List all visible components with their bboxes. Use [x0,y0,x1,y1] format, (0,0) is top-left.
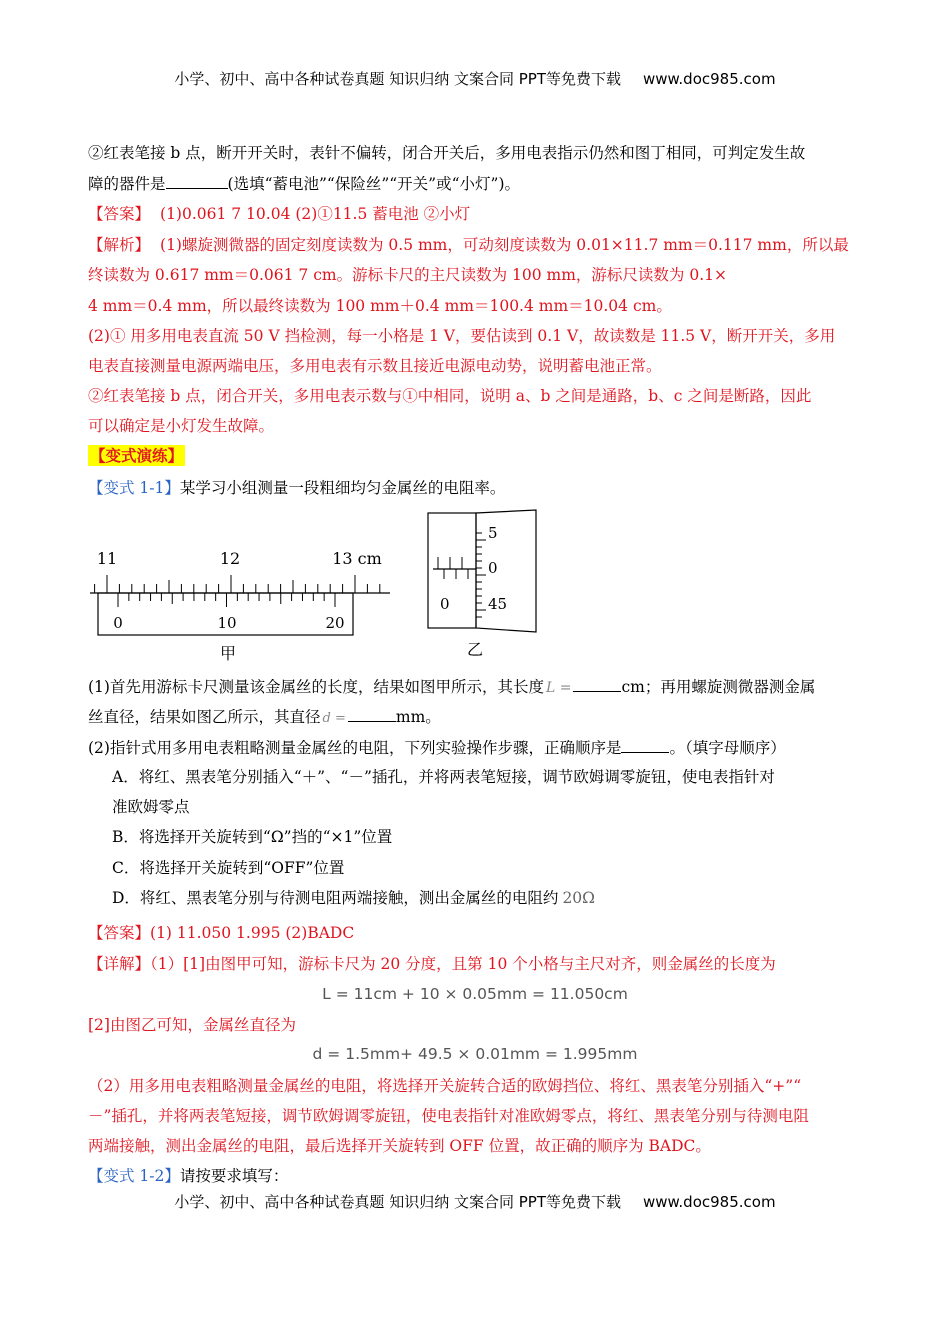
detail-line2: [2]由图乙可知，金属丝直径为 [88,1016,296,1034]
sleeve-label-0: 0 [440,595,450,613]
answer-2: 【答案】(1) 11.050 1.995 (2)BADC [88,924,355,942]
formula-1: L = 11cm + 10 × 0.05mm = 11.050cm [322,985,628,1003]
blank-order [621,736,669,753]
micrometer-figure [418,505,558,660]
q2-line2: 障的器件是 (选填“蓄电池”“保险丝”“开关”或“小灯”)。 [88,172,868,195]
vernier-caliper-figure [80,540,400,665]
option-c: C．将选择开关旋转到“OFF”位置 [112,859,345,877]
analysis-line6: ②红表笔接 b 点，闭合开关，多用电表示数与①中相同，说明 a、b 之间是通路，b、c 之间是断路，因此 [88,387,812,405]
variant1-label: 【变式 1-1】 [88,479,180,497]
page-footer [0,1191,950,1212]
q1-line1: (1)首先用游标卡尺测量该金属丝的长度，结果如图甲所示，其长度 L = cm；再用螺旋测微器测金属 [88,675,868,699]
answer2-label: 【答案】 [88,924,151,942]
option-b: B．将选择开关旋转到“Ω”挡的“×1”位置 [112,828,393,846]
thimble-label-5: 5 [488,524,498,542]
micrometer-frame [428,513,476,628]
detail-line4: －”插孔，并将两表笔短接，调节欧姆调零旋钮，使电表指针对准欧姆零点，将红、黑表笔分别与待测电阻 [88,1107,809,1125]
sleeve-ticks [438,557,468,579]
analysis-line1: 【解析】 (1)螺旋测微器的固定刻度读数为 0.5 mm，可动刻度读数为 0.01×11.7 mm＝0.117 mm，所以最 [88,236,849,254]
q2-line: (2)指针式用多用电表粗略测量金属丝的电阻，下列实验操作步骤，正确顺序是 。（填字母顺序） [88,736,868,759]
answer-label: 【答案】 [88,205,151,223]
detail-line1: 【详解】（1）[1]由图甲可知，游标卡尺为 20 分度，且第 10 个小格与主尺对齐，则金属丝的长度为 [88,955,776,973]
analysis-line2: 终读数为 0.617 mm＝0.061 7 cm。游标卡尺的主尺读数为 100 mm，游标尺读数为 0.1× [88,266,727,284]
main-tick-label-12: 12 [219,549,241,568]
analysis-line7: 可以确定是小灯发生故障。 [88,417,275,435]
answer-blank [166,172,228,189]
main-scale-ticks [95,575,380,593]
option-a-line2: 准欧姆零点 [112,798,190,816]
vernier-label-0: 0 [113,614,123,632]
variant2-label: 【变式 1-2】 [88,1167,180,1185]
q1-line2: 丝直径，结果如图乙所示，其直径 d = mm。 [88,705,868,730]
blank-d [348,705,396,722]
blank-L [573,675,621,692]
analysis-line5: 电表直接测量电源两端电压，多用电表有示数且接近电源电动势，说明蓄电池正常。 [88,357,662,375]
variant1-stem: 【变式 1-1】某学习小组测量一段粗细均匀金属丝的电阻率。 [88,479,506,497]
detail-line5: 两端接触，测出金属丝的电阻，最后选择开关旋转到 OFF 位置，故正确的顺序为 BADC。 [88,1137,711,1155]
thimble-ticks [476,533,486,617]
figure-caption-jia: 甲 [219,644,237,663]
section-title: 【变式演练】 [90,446,184,465]
variant2-stem: 【变式 1-2】请按要求填写： [88,1167,289,1185]
main-tick-label-11: 11 [96,549,118,568]
detail-line3: （2）用多用电表粗略测量金属丝的电阻，将选择开关旋转合适的欧姆挡位、将红、黑表笔分别插入“+”“ [88,1077,802,1095]
vernier-scale-ticks [118,593,335,607]
analysis-label: 【解析】 [88,236,151,254]
footer-site[interactable]: www.doc985.com [642,1193,776,1211]
option-d-value: 20Ω [562,889,596,907]
symbol-L: L = [545,680,572,696]
header-text: 小学、初中、高中各种试卷真题 知识归纳 文案合同 PPT等免费下载 [174,70,621,88]
header-site[interactable]: www.doc985.com [642,70,776,88]
symbol-d: d = [322,711,346,726]
answer-1: 【答案】 (1)0.061 7 10.04 (2)①11.5 蓄电池 ②小灯 [88,205,471,223]
micrometer-thimble [476,510,536,632]
vernier-label-20: 20 [325,614,345,632]
analysis-line3: 4 mm＝0.4 mm，所以最终读数为 100 mm＋0.4 mm＝100.4 mm＝10.04 cm。 [88,297,672,315]
option-a-line1: A．将红、黑表笔分别插入“＋”、“－”插孔，并将两表笔短接，调节欧姆调零旋钮，使电表指针对 [112,768,775,786]
option-d: D．将红、黑表笔分别与待测电阻两端接触，测出金属丝的电阻约 20Ω [112,889,596,907]
figure-caption-yi: 乙 [466,640,484,659]
thimble-label-0: 0 [488,559,498,577]
q2-line1: ②红表笔接 b 点，断开开关时，表针不偏转，闭合开关后，多用电表指示仍然和图丁相同，可判定发生故 [88,144,806,162]
formula-2: d = 1.5mm+ 49.5 × 0.01mm = 1.995mm [312,1045,638,1063]
page-header [0,68,950,89]
main-tick-label-13: 13 cm [332,549,382,568]
detail-label: 【详解】 [88,955,151,973]
vernier-label-10: 10 [217,614,237,632]
thimble-label-45: 45 [488,595,508,613]
footer-text: 小学、初中、高中各种试卷真题 知识归纳 文案合同 PPT等免费下载 [174,1193,621,1211]
analysis-line4: (2)① 用多用电表直流 50 V 挡检测，每一小格是 1 V，要估读到 0.1 V，故读数是 11.5 V，断开开关，多用 [88,327,836,345]
